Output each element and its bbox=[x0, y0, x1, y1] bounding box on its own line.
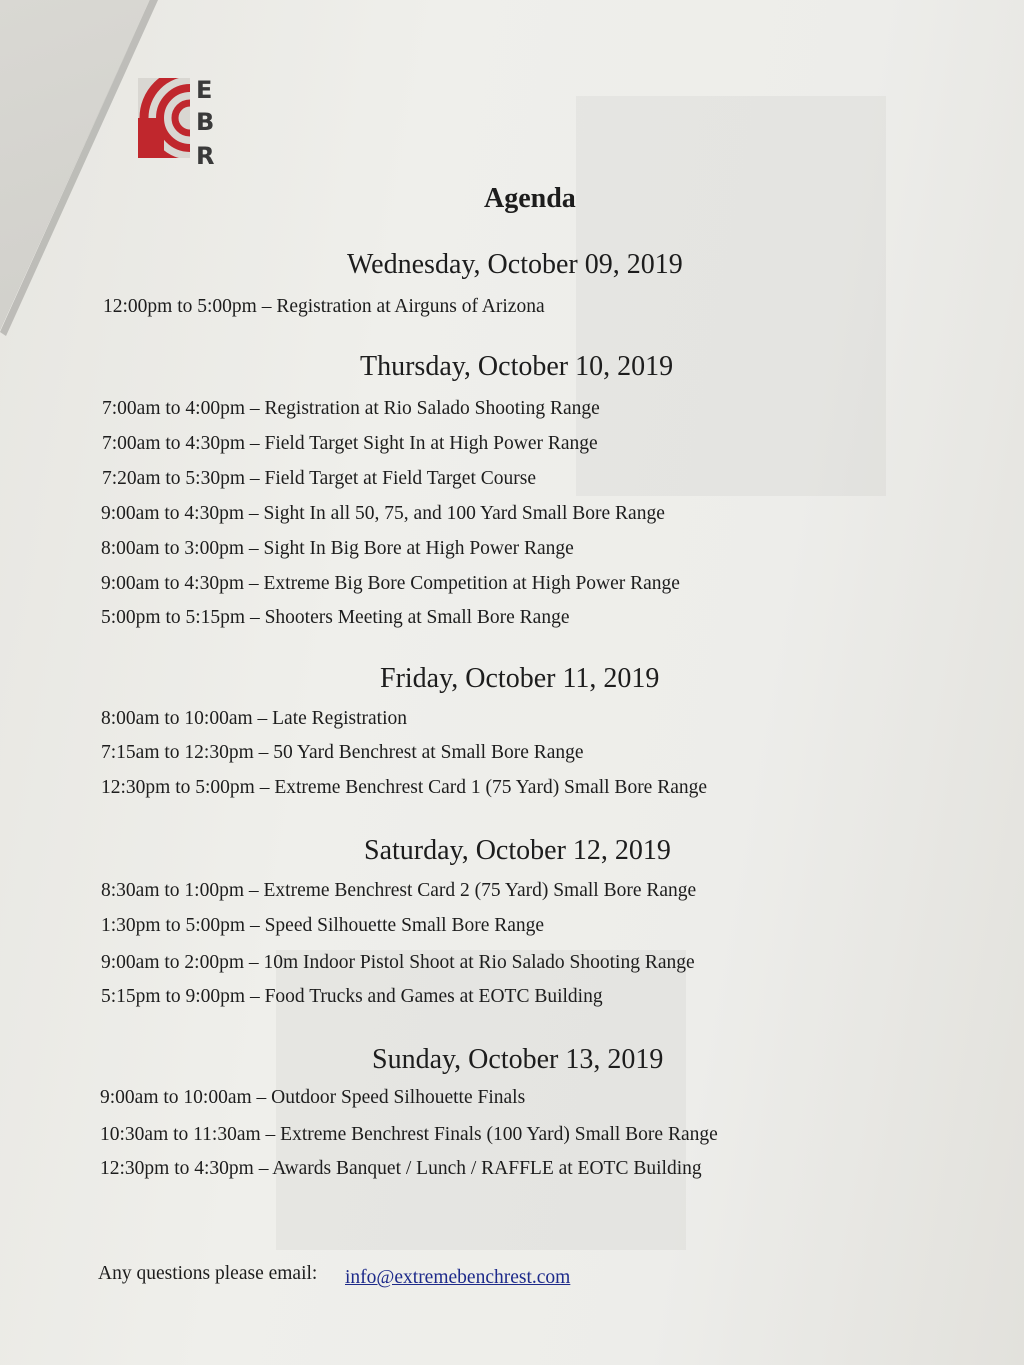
event-item: 5:15pm to 9:00pm – Food Trucks and Games at EOTC Building bbox=[101, 986, 603, 1007]
footer-contact-label: Any questions please email: bbox=[98, 1263, 318, 1284]
day-heading-friday: Friday, October 11, 2019 bbox=[380, 663, 660, 694]
event-item: 7:15am to 12:30pm – 50 Yard Benchrest at Small Bore Range bbox=[101, 742, 584, 763]
event-item: 5:00pm to 5:15pm – Shooters Meeting at Small Bore Range bbox=[101, 607, 570, 628]
day-heading-sunday: Sunday, October 13, 2019 bbox=[372, 1044, 664, 1075]
day-heading-thursday: Thursday, October 10, 2019 bbox=[360, 351, 674, 382]
day-heading-saturday: Saturday, October 12, 2019 bbox=[364, 835, 671, 866]
logo-letter-e: E bbox=[196, 76, 213, 104]
event-item: 9:00am to 4:30pm – Extreme Big Bore Competition at High Power Range bbox=[101, 573, 680, 594]
event-item: 9:00am to 2:00pm – 10m Indoor Pistol Shoot at Rio Salado Shooting Range bbox=[101, 952, 695, 973]
event-item: 7:00am to 4:30pm – Field Target Sight In at High Power Range bbox=[102, 433, 598, 454]
page-title: Agenda bbox=[484, 183, 576, 214]
event-item: 12:30pm to 4:30pm – Awards Banquet / Lunch / RAFFLE at EOTC Building bbox=[100, 1158, 702, 1179]
logo-letter-r: R bbox=[196, 142, 215, 170]
event-item: 12:00pm to 5:00pm – Registration at Airguns of Arizona bbox=[103, 296, 545, 317]
event-item: 8:00am to 3:00pm – Sight In Big Bore at High Power Range bbox=[101, 538, 574, 559]
event-item: 7:20am to 5:30pm – Field Target at Field Target Course bbox=[102, 468, 536, 489]
event-item: 8:30am to 1:00pm – Extreme Benchrest Card 2 (75 Yard) Small Bore Range bbox=[101, 880, 697, 901]
ebr-logo bbox=[138, 66, 218, 170]
event-item: 7:00am to 4:00pm – Registration at Rio Salado Shooting Range bbox=[102, 398, 600, 419]
contact-email-link[interactable]: info@extremebenchrest.com bbox=[345, 1267, 571, 1288]
logo-letter-b: B bbox=[196, 108, 215, 136]
event-item: 10:30am to 11:30am – Extreme Benchrest Finals (100 Yard) Small Bore Range bbox=[100, 1124, 718, 1145]
event-item: 8:00am to 10:00am – Late Registration bbox=[101, 708, 407, 729]
event-item: 12:30pm to 5:00pm – Extreme Benchrest Card 1 (75 Yard) Small Bore Range bbox=[101, 777, 708, 798]
day-heading-wednesday: Wednesday, October 09, 2019 bbox=[347, 249, 683, 280]
event-item: 9:00am to 10:00am – Outdoor Speed Silhouette Finals bbox=[100, 1087, 526, 1108]
event-item: 1:30pm to 5:00pm – Speed Silhouette Small Bore Range bbox=[101, 915, 545, 936]
event-item: 9:00am to 4:30pm – Sight In all 50, 75, and 100 Yard Small Bore Range bbox=[101, 503, 665, 524]
